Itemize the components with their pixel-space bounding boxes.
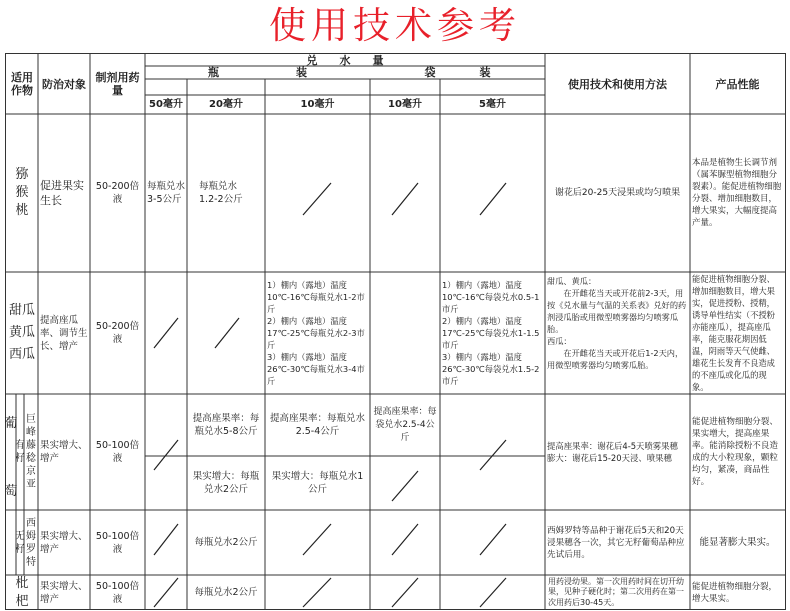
dilution-grape-seedless: 50-100倍液 — [95, 530, 140, 555]
crop-grape-1: 葡 — [4, 416, 18, 431]
melon-10ml-bottle: 1）棚内（露地）温度10℃-16℃每瓶兑水1-2市斤 2）棚内（露地）温度17℃-25℃每瓶兑水2-3市斤 3）棚内（露地）温度26℃-30℃每瓶兑水3-4市斤 — [267, 280, 365, 386]
melon-10ml-bag: 1）棚内（露地）温度10℃-16℃每袋兑水0.5-1市斤 2）棚内（露地）温度17℃-25℃每袋兑水1-1.5市斤 3）棚内（露地）温度26℃-30℃每袋兑水1.5-2市斤 — [442, 280, 540, 386]
grape-set-20ml: 提高座果率：每瓶兑水5-8公斤 — [192, 413, 260, 437]
dilution-melon: 50-200倍液 — [95, 321, 140, 345]
grape-set-10ml-bottle: 提高座果率：每瓶兑水2.5-4公斤 — [269, 413, 365, 437]
grape-seedless: 无 籽 — [15, 530, 25, 555]
target-grape-seeded: 果实增大、增产 — [40, 440, 88, 464]
header-target: 防治对象 — [42, 77, 86, 91]
target-loquat: 果实增大、增产 — [40, 580, 88, 605]
header-10ml-bag: 10毫升 — [388, 99, 422, 110]
usage-grape-seeded: 提高座果率：谢花后4-5天喷雾果穗 膨大：谢花后15-20天浸、喷果穗 — [547, 441, 678, 463]
usage-table — [0, 52, 790, 611]
grape-varieties-seeded: 巨峰 藤稔 京亚 — [26, 414, 36, 490]
header-water-amount: 兑 水 量 — [306, 53, 384, 67]
grape-size-10ml: 果实增大：每瓶兑水1公斤 — [271, 471, 364, 495]
grape-set-10ml-bag: 提高座果率：每袋兑水2.5-4公斤 — [373, 406, 437, 443]
grape-seeded: 有 籽 — [15, 440, 25, 464]
grape-seedless-20ml: 每瓶兑水2公斤 — [194, 537, 258, 548]
page-title: 使用技术参考 — [269, 4, 521, 47]
kiwi-50ml: 每瓶兑水 3-5公斤 — [147, 181, 186, 205]
loquat-20ml: 每瓶兑水2公斤 — [194, 587, 258, 598]
header-20ml: 20毫升 — [209, 99, 243, 110]
usage-kiwi: 谢花后20-25天浸果或均匀喷果 — [554, 187, 681, 198]
perf-kiwi: 本品是植物生长调节剂（属苯脲型植物细胞分裂素）。能促进植物细胞分裂、增加细胞数目，增大果实，大幅度提高产量。 — [692, 158, 782, 228]
grape-varieties-seedless: 西姆罗特 — [26, 517, 36, 568]
dilution-grape-seeded: 50-100倍液 — [95, 440, 140, 464]
perf-loquat: 能促进植物细胞分裂，增大果实。 — [692, 581, 778, 604]
header-performance: 产品性能 — [715, 77, 760, 91]
target-kiwi: 促进果实 生长 — [40, 179, 84, 207]
usage-loquat: 用药浸幼果。第一次用药时间在切开幼果，见种子硬化时；第二次用药在第一次用药后30-45天。 — [548, 576, 684, 607]
target-grape-seedless: 果实增大、增产 — [40, 530, 88, 555]
perf-melon: 能促进植物细胞分裂、增加细胞数目，增大果实，促进授粉、授精，诱导单性结实（不授粉亦能座瓜），提高座瓜率，能克服花期因低温，阴雨等天气使雌、雄花生长发育不良造成的不座瓜或化瓜的现象。 — [692, 274, 775, 392]
crop-kiwi: 猕 猴 桃 — [15, 167, 29, 218]
dilution-loquat: 50-100倍液 — [95, 580, 140, 605]
header-50ml: 50毫升 — [149, 99, 183, 110]
header-10ml-bottle: 10毫升 — [300, 99, 335, 110]
dilution-kiwi: 50-200倍液 — [95, 181, 140, 205]
kiwi-20ml: 每瓶兑水 1.2-2公斤 — [199, 181, 243, 205]
crop-grape-2: 萄 — [4, 484, 18, 499]
header-bottle: 瓶 装 — [208, 66, 307, 79]
header-crop: 适用 作物 — [11, 71, 33, 97]
usage-grape-seedless: 西姆罗特等品种于谢花后5天和20天浸果穗各一次，其它无籽葡萄品种应先试后用。 — [547, 525, 685, 560]
header-5ml-bag: 5毫升 — [479, 99, 506, 110]
crop-melon: 甜瓜 黄瓜 西瓜 — [8, 303, 35, 362]
grape-size-20ml: 果实增大：每瓶兑水2公斤 — [192, 471, 260, 495]
header-dilution: 制剂用药量 — [95, 71, 140, 97]
perf-grape-seedless: 能显著膨大果实。 — [699, 537, 776, 548]
usage-melon: 甜瓜、黄瓜： 在开雌花当天或开花前2-3天，用按《兑水量与气温的关系表》兑好的药剂浸瓜胎或用微型喷雾器均匀喷雾瓜胎。 西瓜： 在开雌花当天或开花后1-2天内，用微型喷雾器均匀喷雾瓜胎。 — [547, 276, 687, 370]
perf-grape-seeded: 能促进植物细胞分裂、果实增大，提高座果率。能消除授粉不良造成的大小粒现象，颗粒均匀，紧凑，商品性好。 — [692, 417, 778, 487]
crop-loquat: 枇 杷 — [15, 575, 29, 609]
header-usage: 使用技术和使用方法 — [568, 77, 667, 91]
header-bag: 袋 装 — [424, 66, 491, 79]
target-melon: 提高座瓜率、调节生长、增产 — [40, 314, 88, 352]
